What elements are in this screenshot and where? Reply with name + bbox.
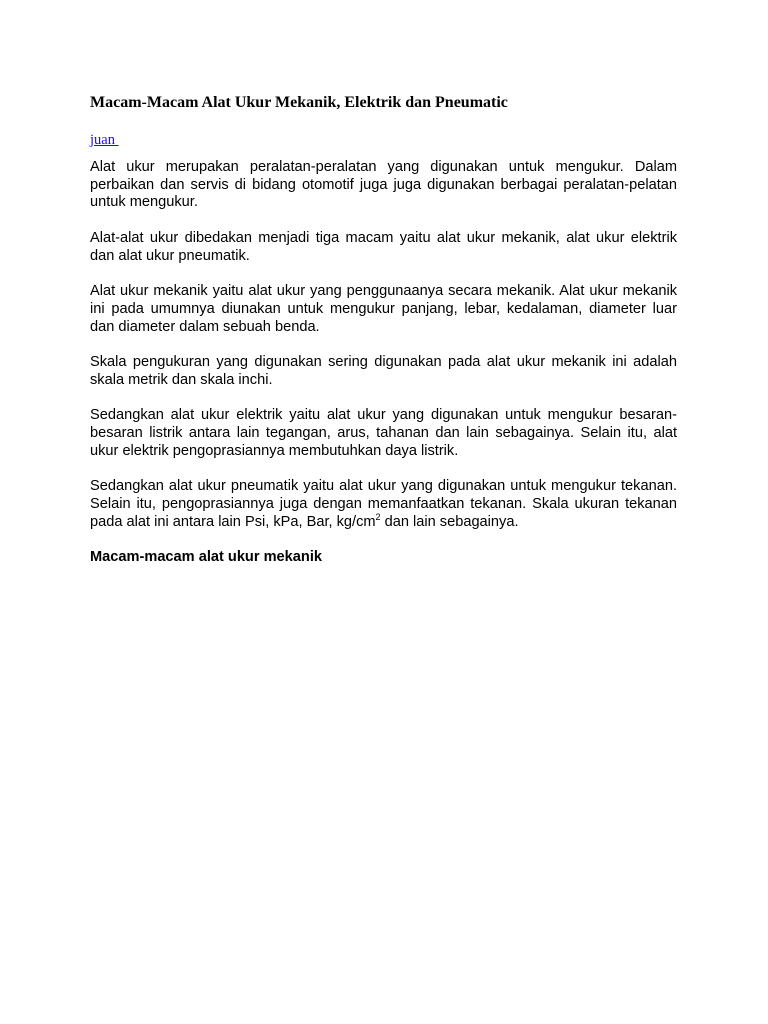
document-body	[90, 159, 677, 567]
paragraph-pneumatic	[90, 478, 677, 531]
superscript-2: 2	[375, 511, 381, 522]
document-title: Macam-Macam Alat Ukur Mekanik, Elektrik dan Pneumatic	[90, 94, 508, 111]
paragraph-mechanical: Alat ukur mekanik yaitu alat ukur yang penggunaanya secara mekanik. Alat ukur mekanik ini pada umumnya diunakan untuk mengukur panjang, lebar, kedalaman, diameter luar dan diameter dalam sebuah benda.	[90, 283, 677, 335]
pneumatic-text: Sedangkan alat ukur pneumatik yaitu alat ukur yang digunakan untuk mengukur tekanan. Selain itu, pengoprasiannya juga dengan memanfaatkan tekanan. Skala ukuran tekanan pada alat ini antara lain Psi, kPa, Bar, kg/cm	[90, 478, 677, 530]
paragraph-types: Alat-alat ukur dibedakan menjadi tiga macam yaitu alat ukur mekanik, alat ukur elektrik dan alat ukur pneumatik.	[90, 229, 677, 264]
paragraph-intro: Alat ukur merupakan peralatan-peralatan yang digunakan untuk mengukur. Dalam perbaikan dan servis di bidang otomotif juga juga digunakan berbagai peralatan-pelatan untuk mengukur.	[90, 159, 677, 211]
paragraph-scale: Skala pengukuran yang digunakan sering digunakan pada alat ukur mekanik ini adalah skala metrik dan skala inchi.	[90, 354, 677, 388]
author-link[interactable]: juan	[90, 132, 119, 148]
section-heading: Macam-macam alat ukur mekanik	[90, 549, 322, 566]
pneumatic-text-end: dan lain sebagainya.	[380, 513, 519, 530]
paragraph-electrical: Sedangkan alat ukur elektrik yaitu alat ukur yang digunakan untuk mengukur besaran-besaran listrik antara lain tegangan, arus, tahanan dan lain sebagainya. Selain itu, alat ukur elektrik pengoprasiannya membutuhkan daya listrik.	[90, 407, 677, 459]
